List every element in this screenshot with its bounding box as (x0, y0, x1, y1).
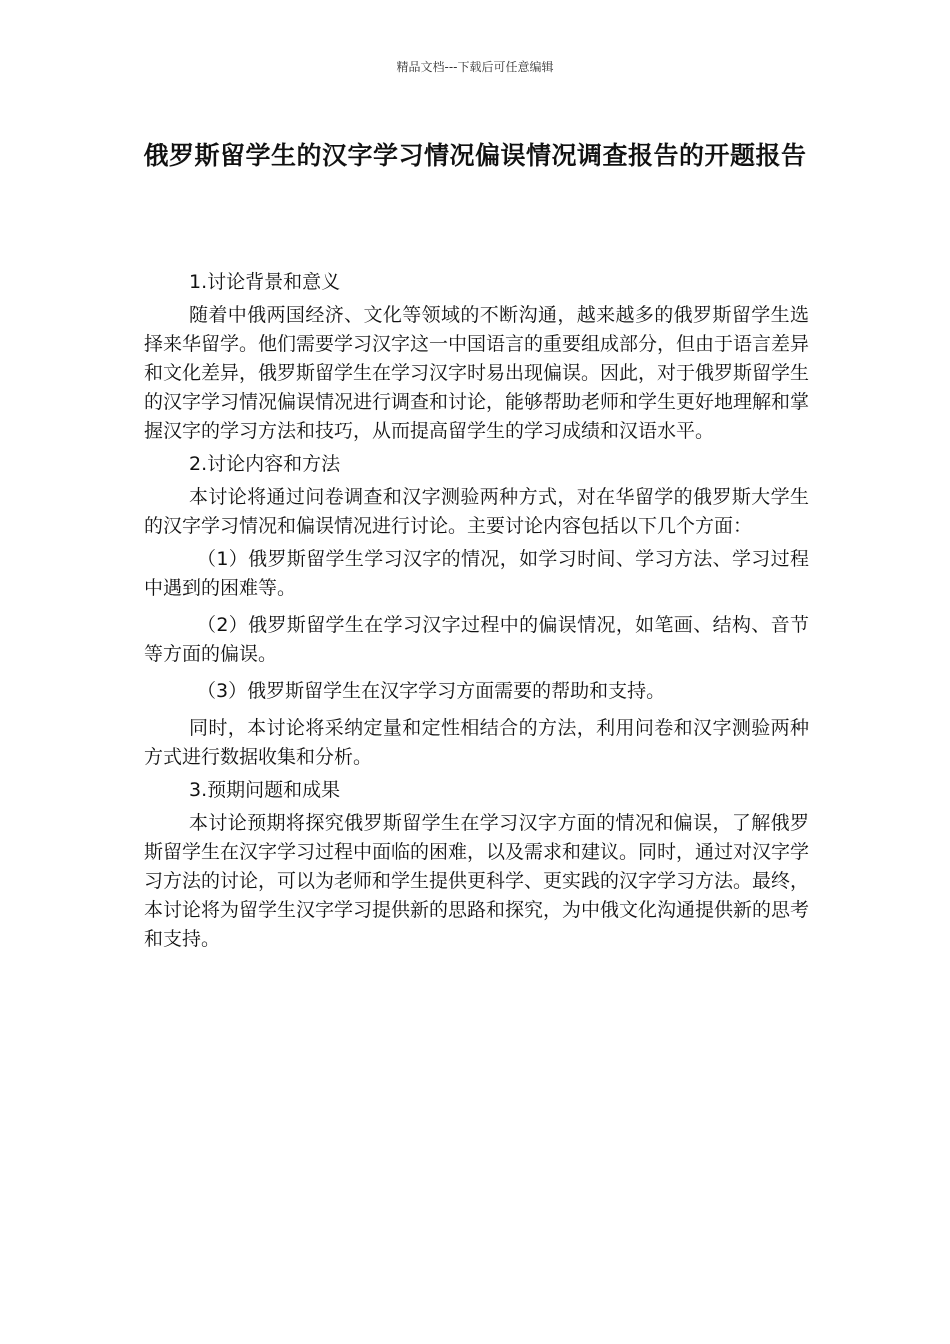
section-heading-content-method: 2.讨论内容和方法 (189, 453, 341, 475)
section-heading-background: 1.讨论背景和意义 (189, 271, 341, 293)
paragraph-background: 随着中俄两国经济、文化等领域的不断沟通，越来越多的俄罗斯留学生选择来华留学。他们需要学习汉字这一中国语言的重要组成部分，但由于语言差异和文化差异，俄罗斯留学生在学习汉字时易出现偏误。因此，对于俄罗斯留学生的汉字学习情况偏误情况进行调查和讨论，能够帮助老师和学生更好地理解和掌握汉字的学习方法和技巧，从而提高留学生的学习成绩和汉语水平。 (144, 304, 810, 442)
list-item-3: （3）俄罗斯留学生在汉字学习方面需要的帮助和支持。 (197, 680, 666, 702)
paragraph-content-method: 本讨论将通过问卷调查和汉字测验两种方式，对在华留学的俄罗斯大学生的汉字学习情况和偏误情况进行讨论。主要讨论内容包括以下几个方面： (144, 486, 809, 537)
section-heading-expected-results: 3.预期问题和成果 (189, 779, 341, 801)
list-item-2: （2）俄罗斯留学生在学习汉字过程中的偏误情况，如笔画、结构、音节等方面的偏误。 (144, 614, 809, 665)
page-header-note: 精品文档---下载后可任意编辑 (396, 60, 554, 74)
paragraph-expected-results: 本讨论预期将探究俄罗斯留学生在学习汉字方面的情况和偏误，了解俄罗斯留学生在汉字学习过程中面临的困难，以及需求和建议。同时，通过对汉字学习方法的讨论，可以为老师和学生提供更科学、更实践的汉字学习方法。最终，本讨论将为留学生汉字学习提供新的思路和探究，为中俄文化沟通提供新的思考和支持。 (144, 812, 810, 950)
paragraph-method: 同时，本讨论将采纳定量和定性相结合的方法，利用问卷和汉字测验两种方式进行数据收集和分析。 (144, 717, 809, 768)
list-item-1: （1）俄罗斯留学生学习汉字的情况，如学习时间、学习方法、学习过程中遇到的困难等。 (144, 548, 809, 599)
document-title: 俄罗斯留学生的汉字学习情况偏误情况调查报告的开题报告 (143, 141, 807, 170)
document-body (144, 266, 809, 958)
